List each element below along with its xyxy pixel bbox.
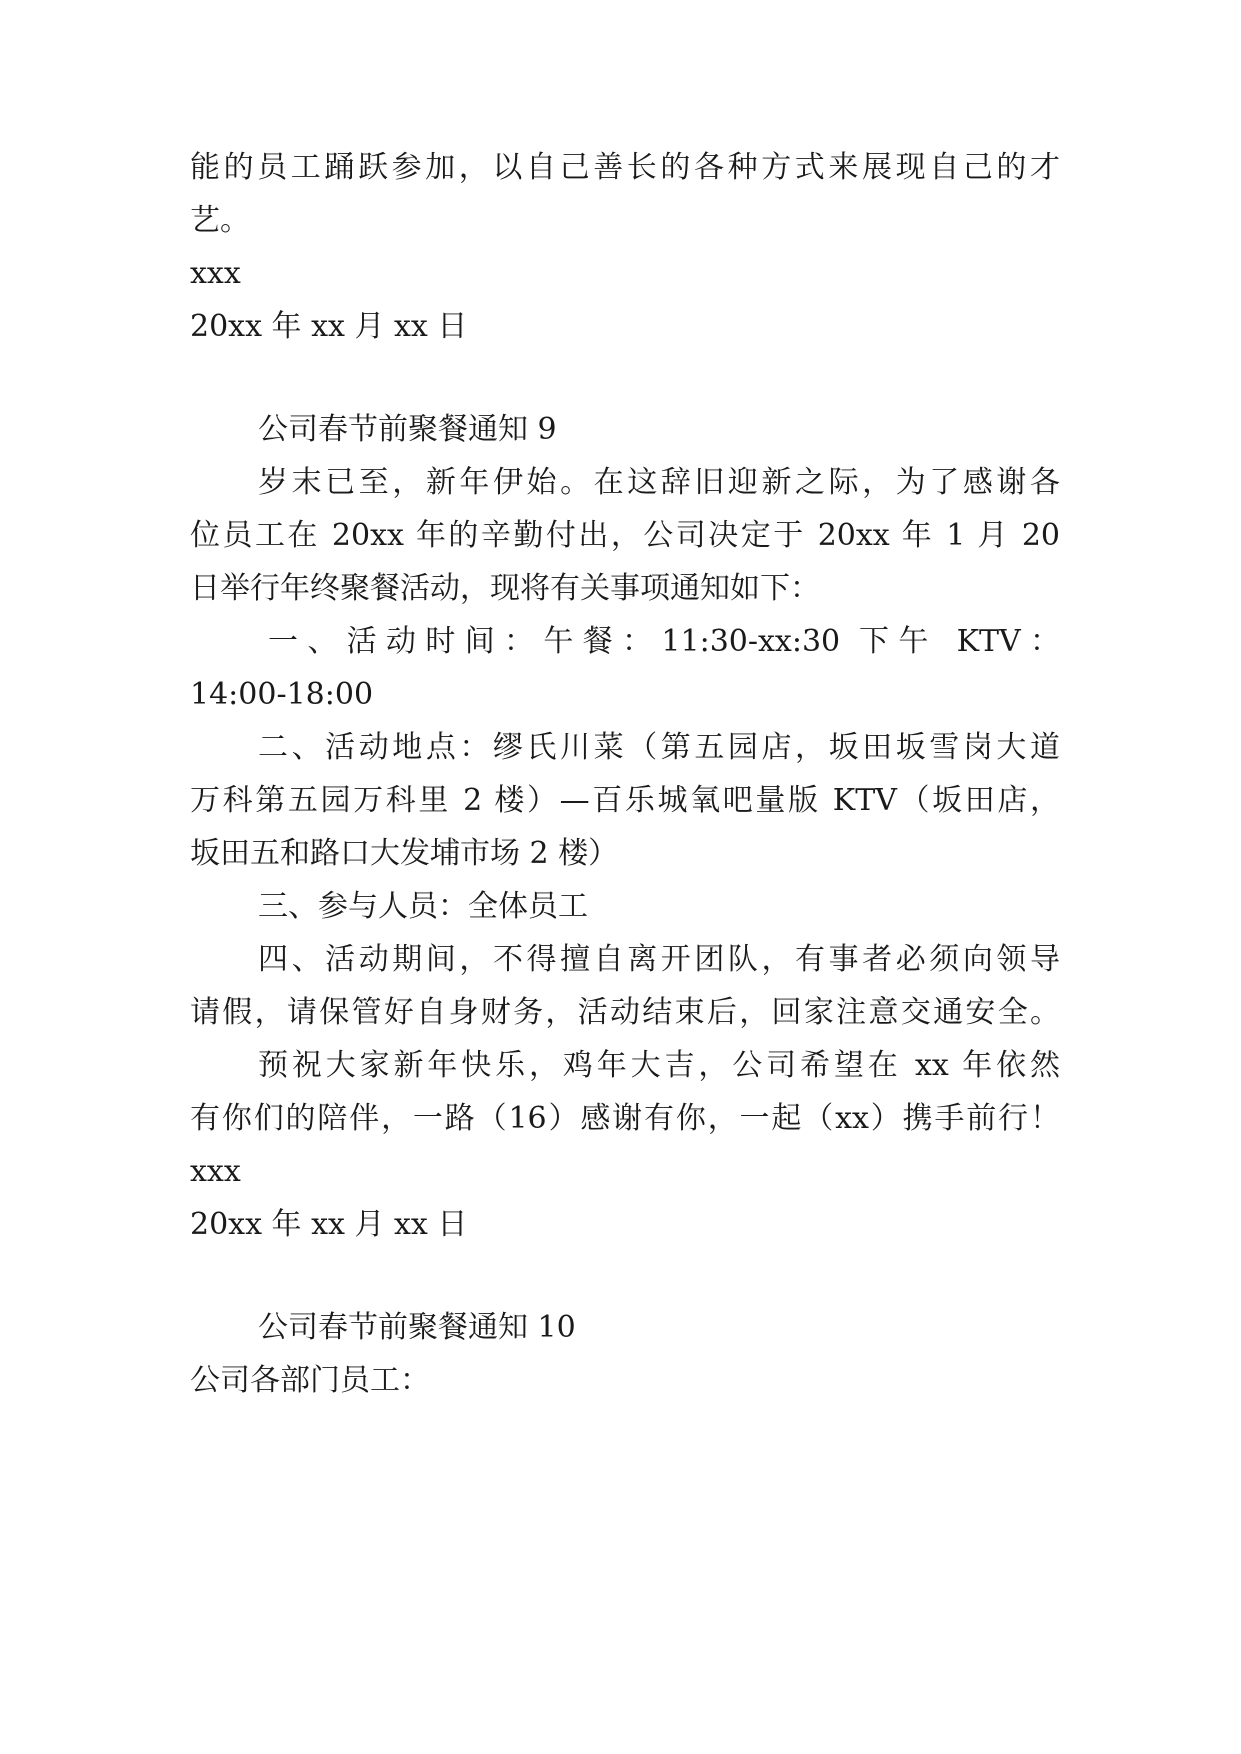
signature: xxx	[190, 256, 241, 291]
closing-line: 预祝大家新年快乐，鸡年大吉，公司希望在 xx 年依然	[258, 1048, 1060, 1083]
list-item-participants: 三、参与人员：全体员工	[258, 889, 588, 924]
paragraph-line: 日举行年终聚餐活动，现将有关事项通知如下：	[190, 571, 820, 606]
list-item-time-cont: 14:00-18:00	[190, 677, 374, 712]
list-item-rules: 四、活动期间，不得擅自离开团队，有事者必须向领导	[258, 942, 1060, 977]
closing-line: 有你们的陪伴，一路（16）感谢有你，一起（xx）携手前行！	[190, 1101, 1060, 1136]
list-item-time: 一、活动时间：午餐：11:30-xx:30 下午 KTV：	[268, 624, 1060, 659]
paragraph-line: 位员工在 20xx 年的辛勤付出，公司决定于 20xx 年 1 月 20	[190, 518, 1060, 553]
paragraph-line: 岁末已至，新年伊始。在这辞旧迎新之际，为了感谢各	[258, 465, 1060, 500]
list-item-location: 二、活动地点：缪氏川菜（第五园店，坂田坂雪岗大道	[258, 730, 1060, 765]
date: 20xx 年 xx 月 xx 日	[190, 1207, 468, 1242]
paragraph-line: 艺。	[190, 203, 250, 238]
date: 20xx 年 xx 月 xx 日	[190, 309, 468, 344]
paragraph-line: 能的员工踊跃参加，以自己善长的各种方式来展现自己的才	[190, 150, 1060, 185]
section-title: 公司春节前聚餐通知 9	[258, 412, 557, 447]
list-item-location-cont: 万科第五园万科里 2 楼）—百乐城氧吧量版 KTV（坂田店，	[190, 783, 1060, 818]
salutation: 公司各部门员工：	[190, 1363, 430, 1398]
list-item-rules-cont: 请假，请保管好自身财务，活动结束后，回家注意交通安全。	[190, 995, 1060, 1030]
signature: xxx	[190, 1154, 241, 1189]
section-title: 公司春节前聚餐通知 10	[258, 1310, 576, 1345]
list-item-location-cont: 坂田五和路口大发埔市场 2 楼）	[190, 836, 619, 871]
